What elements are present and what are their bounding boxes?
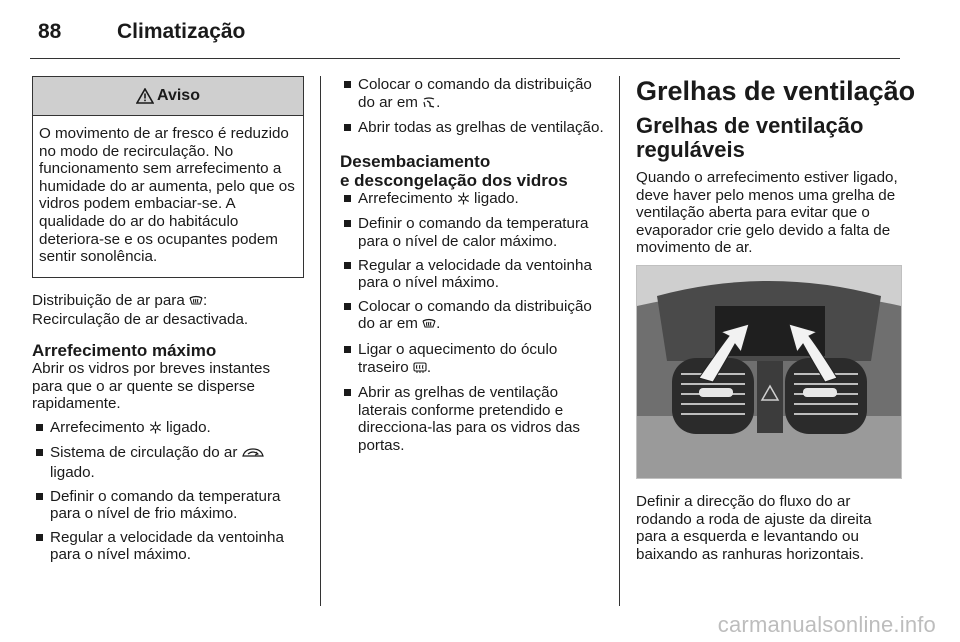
list-item-text: . <box>436 315 441 333</box>
list-item: Regular a velocidade da ventoinha para o nível máximo. <box>340 257 606 292</box>
list-item: Abrir todas as grelhas de ventilação. <box>340 119 606 137</box>
warning-title: Aviso <box>157 87 200 105</box>
list-item <box>340 341 606 378</box>
column-3 <box>636 76 916 563</box>
list-item-text: ligado. <box>166 418 211 436</box>
defog-list <box>340 190 606 455</box>
column-divider-1 <box>320 76 321 606</box>
column-divider-2 <box>619 76 620 606</box>
warning-triangle-icon <box>136 88 154 104</box>
warning-box <box>32 76 304 278</box>
rear-window-heat-icon <box>413 361 427 379</box>
warning-header <box>33 77 303 116</box>
list-item-text: Arrefecimento <box>50 418 145 436</box>
distribution-line2: Recirculação de ar desactivada. <box>32 311 249 329</box>
max-cooling-intro: Abrir os vidros por breves instantes para que o ar quente se disperse rapidamente. <box>32 359 271 413</box>
list-item <box>340 190 606 210</box>
defog-heading-line1: Desembaciamento <box>340 151 491 171</box>
windscreen-defrost-icon <box>189 294 203 312</box>
list-item-text: . <box>426 358 432 376</box>
defog-heading <box>340 152 606 190</box>
windscreen-defrost-icon <box>422 317 436 335</box>
vents-photo-caption: Definir a direcção do fluxo do ar rodando a roda de ajuste da direita para a esquerda e levantando ou baixando as ranhuras horizontais. <box>636 492 872 563</box>
vents-photo <box>636 265 902 479</box>
list-item: Regular a velocidade da ventoinha para o nível máximo. <box>32 529 304 564</box>
list-item: Abrir as grelhas de ventilação laterais conforme pretendido e direcciona-las para os vidros das portas. <box>340 384 606 454</box>
air-recirculation-icon <box>242 446 264 464</box>
distribution-line <box>32 292 304 329</box>
vents-intro: Quando o arrefecimento estiver ligado, deve haver pelo menos uma grelha de ventilação aberta para evitar que o evaporador crie gelo devido a falta de movimento de ar. <box>636 169 898 257</box>
list-item <box>32 419 304 439</box>
list-item-text: Colocar o comando da distribuição do ar em <box>358 297 592 333</box>
list-item: Definir o comando da temperatura para o nível de frio máximo. <box>32 488 304 523</box>
watermark: carmanualsonline.info <box>717 612 936 637</box>
adjustable-vents-heading: Grelhas de ventilação reguláveis <box>636 113 864 162</box>
list-item-text: ligado. <box>474 189 519 207</box>
column-1 <box>32 76 304 564</box>
list-item-text: Sistema de circulação do ar <box>50 444 238 462</box>
page-number: 88 <box>38 20 62 43</box>
list-item-text: Ligar o aquecimento do óculo traseiro <box>358 340 558 376</box>
list-item-text: Arrefecimento <box>358 189 453 207</box>
snowflake-icon <box>149 421 162 439</box>
defog-heading-line2: e descongelação dos vidros <box>340 170 568 190</box>
list-item: Definir o comando da temperatura para o nível de calor máximo. <box>340 215 606 250</box>
distribution-list <box>340 76 606 137</box>
section-title: Climatização <box>117 20 246 43</box>
list-item <box>32 444 304 481</box>
list-item <box>340 298 606 335</box>
header-rule <box>30 58 900 59</box>
max-cooling-list <box>32 419 304 564</box>
vents-heading: Grelhas de ventilação <box>636 76 916 106</box>
floor-windscreen-icon <box>422 96 436 114</box>
list-item-text: ligado. <box>50 463 95 481</box>
snowflake-icon <box>457 192 470 210</box>
distribution-colon: : <box>203 291 208 309</box>
warning-text: O movimento de ar fresco é reduzido no modo de recirculação. No funcionamento sem arrefecimento a humidade do ar aumenta, pelo que os vidros podem embaciar-se. A qualidade do ar do habitáculo deteriora-se e os ocupantes podem sentir sonolência. <box>39 125 295 266</box>
list-item <box>340 76 606 113</box>
column-2 <box>340 76 606 455</box>
list-item-text: Colocar o comando da distribuição do ar em <box>358 76 592 111</box>
max-cooling-heading: Arrefecimento máximo <box>32 340 217 360</box>
list-item-text: . <box>436 93 441 111</box>
distribution-text: Distribuição de ar para <box>32 291 185 309</box>
